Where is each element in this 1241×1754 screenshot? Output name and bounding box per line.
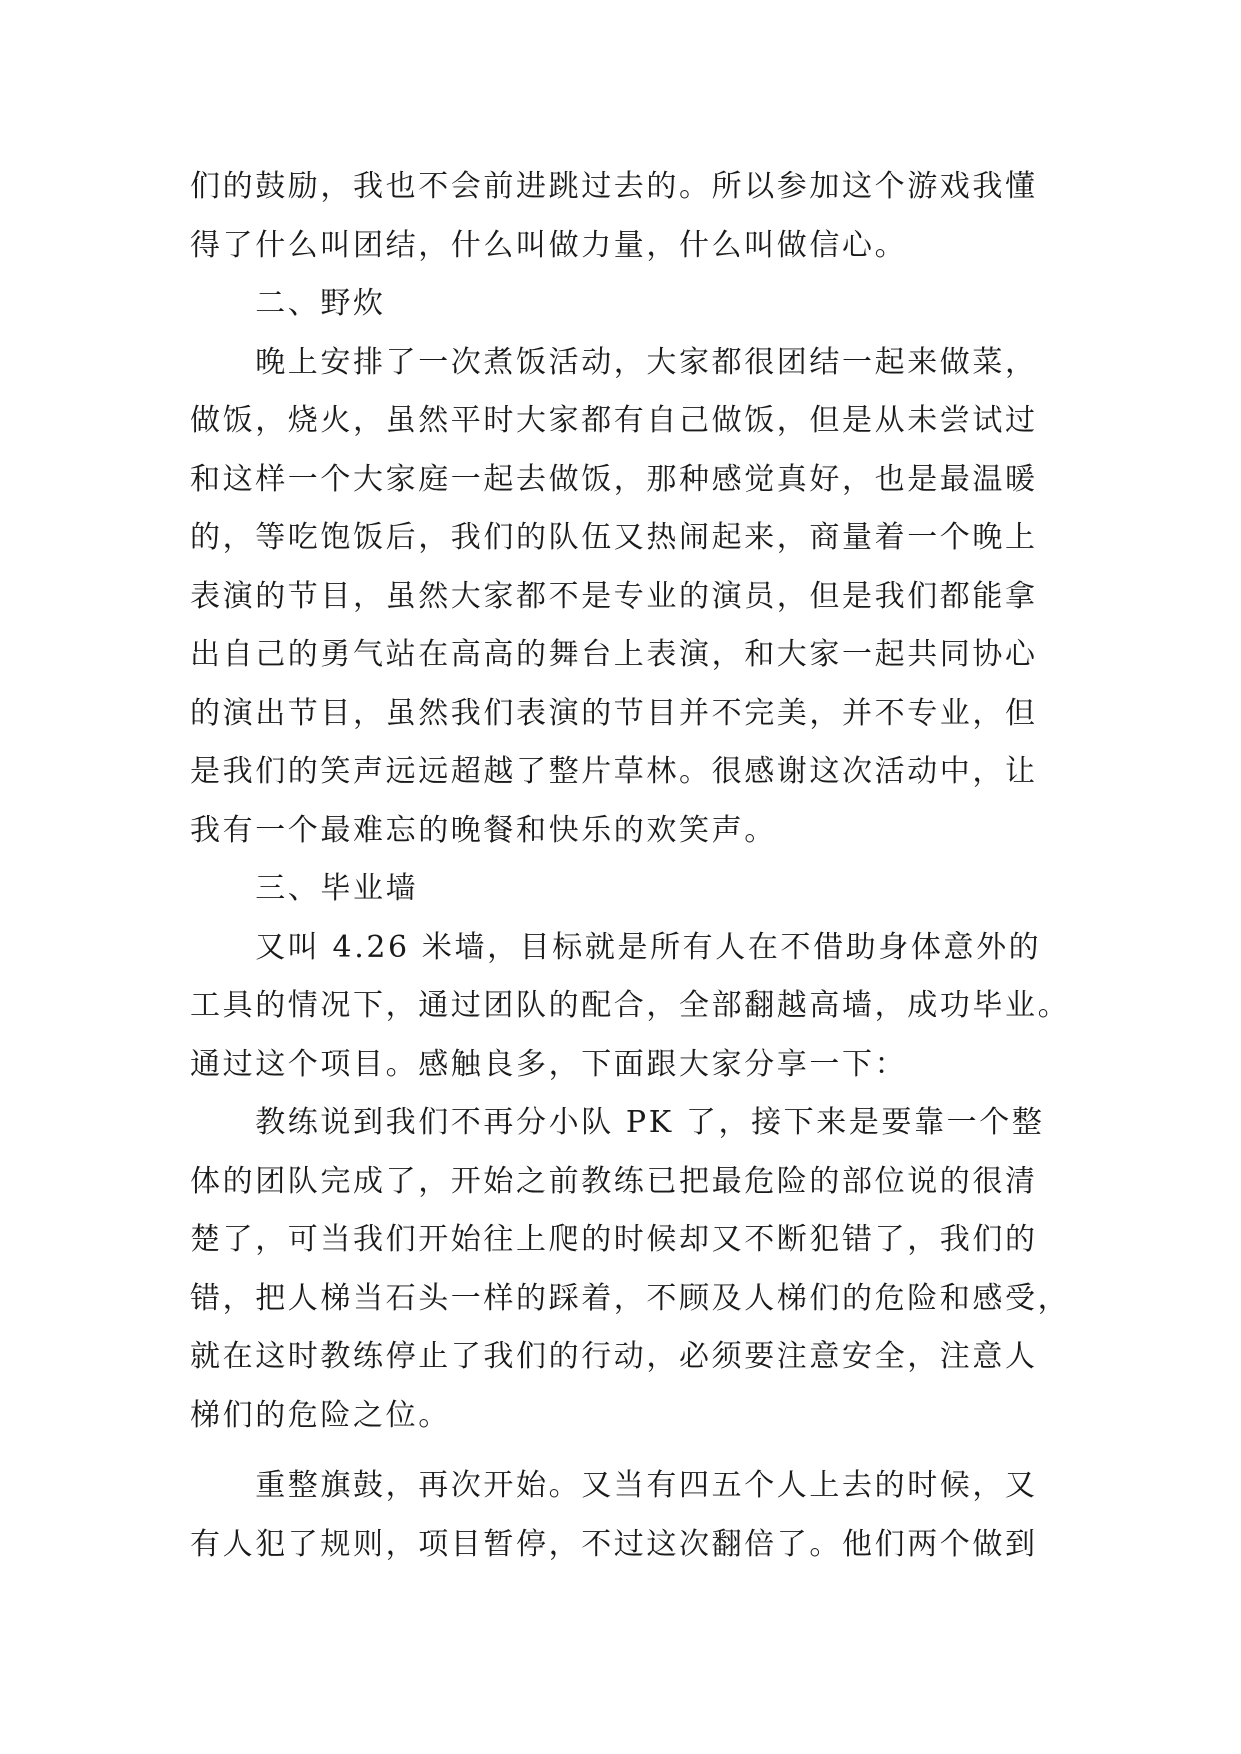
text-line: 工具的情况下，通过团队的配合，全部翻越高墙，成功毕业。 xyxy=(190,988,1071,1023)
text-line: 就在这时教练停止了我们的行动，必须要注意安全，注意人 xyxy=(190,1339,1038,1374)
text-line: 是我们的笑声远远超越了整片草林。很感谢这次活动中，让 xyxy=(190,754,1038,789)
text-line: 重整旗鼓，再次开始。又当有四五个人上去的时候，又 xyxy=(190,1468,1038,1503)
text-line: 梯们的危险之位。 xyxy=(190,1397,451,1433)
text-line: 得了什么叫团结，什么叫做力量，什么叫做信心。 xyxy=(190,227,908,263)
text-line: 的，等吃饱饭后，我们的队伍又热闹起来，商量着一个晚上 xyxy=(190,520,1038,555)
text-line: 们的鼓励，我也不会前进跳过去的。所以参加这个游戏我懂 xyxy=(190,169,1038,204)
text-line: 又叫 4.26 米墙，目标就是所有人在不借助身体意外的 xyxy=(190,929,1042,965)
text-line: 晚上安排了一次煮饭活动，大家都很团结一起来做菜， xyxy=(190,344,1038,380)
text-line: 教练说到我们不再分小队 PK 了，接下来是要靠一个整 xyxy=(190,1105,1045,1140)
text-line: 有人犯了规则，项目暂停，不过这次翻倍了。他们两个做到 xyxy=(190,1526,1038,1562)
text-line: 通过这个项目。感触良多，下面跟大家分享一下： xyxy=(190,1046,908,1082)
text-line: 和这样一个大家庭一起去做饭，那种感觉真好，也是最温暖 xyxy=(190,461,1038,497)
text-line: 错，把人梯当石头一样的踩着，不顾及人梯们的危险和感受， xyxy=(190,1280,1071,1316)
text-line: 出自己的勇气站在高高的舞台上表演，和大家一起共同协心 xyxy=(190,637,1038,672)
section-heading-graduation-wall: 三、毕业墙 xyxy=(190,871,419,906)
text-line: 体的团队完成了，开始之前教练已把最危险的部位说的很清 xyxy=(190,1163,1038,1199)
text-line: 的演出节目，虽然我们表演的节目并不完美，并不专业，但 xyxy=(190,695,1038,731)
paragraph-gap xyxy=(190,1445,1050,1457)
section-heading-campfire: 二、野炊 xyxy=(190,286,386,321)
text-line: 做饭，烧火，虽然平时大家都有自己做饭，但是从未尝试过 xyxy=(190,403,1038,438)
text-line: 我有一个最难忘的晚餐和快乐的欢笑声。 xyxy=(190,812,777,848)
text-line: 楚了，可当我们开始往上爬的时候却又不断犯错了，我们的 xyxy=(190,1222,1038,1257)
text-line: 表演的节目，虽然大家都不是专业的演员，但是我们都能拿 xyxy=(190,578,1038,614)
document-body xyxy=(190,158,1071,1574)
